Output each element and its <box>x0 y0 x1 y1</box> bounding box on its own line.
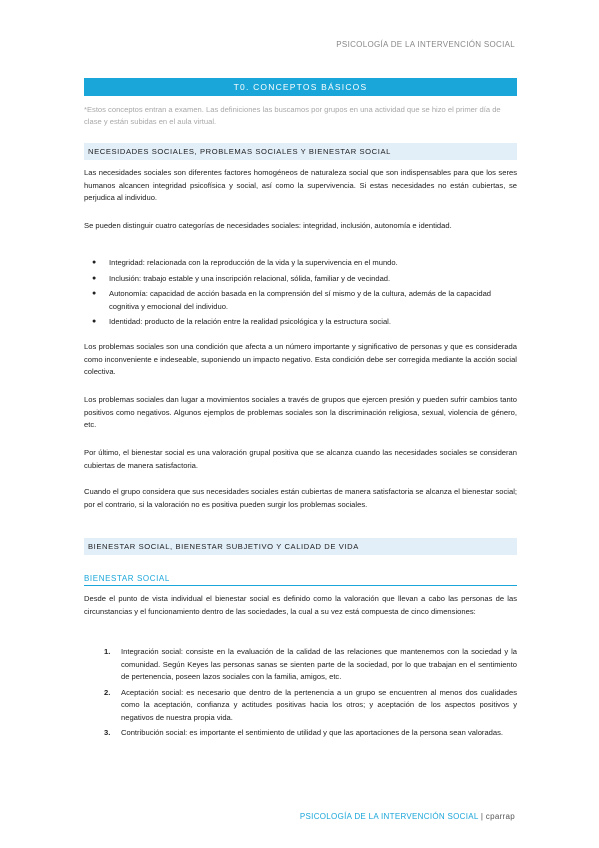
paragraph-movimientos-sociales: Los problemas sociales dan lugar a movimientos sociales a través de grupos que ejercen presión y pueden sufrir cambios tanto positivos como negativos. Algunos ejemplos de problemas sociales son la discriminación religiosa, sexual, violencia de género, etc. <box>84 395 517 429</box>
paragraph-bienestar-social: Por último, el bienestar social es una valoración grupal positiva que se alcanza cuando las necesidades sociales se consideran cubiertas de manera satisfactoria. <box>84 448 517 470</box>
subheading-bienestar-social: BIENESTAR SOCIAL <box>84 574 517 586</box>
list-item: 3. Contribución social: es importante el sentimiento de utilidad y que las aportaciones de la persona sean valoradas. <box>104 728 504 737</box>
exam-note: *Estos conceptos entran a examen. Las definiciones las buscamos por grupos en una actividad que se hizo el primer día de clase y están subidas en el aula virtual. <box>84 105 501 126</box>
list-item: ● Identidad: producto de la relación entre la realidad psicológica y la estructura social. <box>84 316 517 329</box>
list-item: ● Inclusión: trabajo estable y una inscripción relacional, sólida, familiar y de vecindad. <box>84 273 517 286</box>
running-header: PSICOLOGÍA DE LA INTERVENCIÓN SOCIAL <box>336 40 515 49</box>
paragraph-categorias: Se pueden distinguir cuatro categorías de necesidades sociales: integridad, inclusión, autonomía e identidad. <box>84 221 452 230</box>
section-heading-necesidades: NECESIDADES SOCIALES, PROBLEMAS SOCIALES Y BIENESTAR SOCIAL <box>84 143 517 160</box>
bullet-icon: ● <box>92 259 97 266</box>
page-title: T0. CONCEPTOS BÁSICOS <box>84 78 517 96</box>
page-footer <box>300 812 515 821</box>
paragraph-necesidades-definicion: Las necesidades sociales son diferentes factores homogéneos de naturaleza social que son indispensables para que los seres humanos alcancen integridad psicofísica y social, así como la supervivencia. Si estas necesidades no están cubiertas, se perjudica al individuo. <box>84 168 517 202</box>
footer-author: cparrap <box>485 812 515 821</box>
list-item: ● Autonomía: capacidad de acción basada en la comprensión del sí mismo y de la cultura, además de la capacidad cognitiva y emocional del individuo. <box>92 289 492 311</box>
bullet-icon: ● <box>92 318 97 325</box>
section-heading-bienestar: BIENESTAR SOCIAL, BIENESTAR SUBJETIVO Y CALIDAD DE VIDA <box>84 538 517 555</box>
footer-course: PSICOLOGÍA DE LA INTERVENCIÓN SOCIAL <box>299 812 479 821</box>
paragraph-problemas-sociales: Los problemas sociales son una condición que afecta a un número importante y significativo de personas y que es considerada como inconveniente e indeseable, suponiendo un impacto negativo. Esta condición debe ser corregida mediante la acción social colectiva. <box>84 342 517 376</box>
bullet-icon: ● <box>92 290 97 297</box>
paragraph-grupo-necesidades: Cuando el grupo considera que sus necesidades sociales están cubiertas de manera satisfactoria se alcanza el bienestar social; por el contrario, si la valoración no es positiva pueden surgir los problemas sociales. <box>84 487 517 509</box>
list-item: 1. Integración social: consiste en la evaluación de la calidad de las relaciones que mantenemos con la sociedad y la comunidad. Según Keyes las personas sanas se sienten parte de la sociedad, por lo que trabajan en el sentimiento de pertenencia, poseen lazos sociales con la familia, amigos, etc. <box>104 647 517 681</box>
footer-separator: | <box>480 812 484 821</box>
list-item: ● Integridad: relacionada con la reproducción de la vida y la supervivencia en el mundo. <box>84 257 517 270</box>
paragraph-dimensiones: Desde el punto de vista individual el bienestar social es definido como la valoración que llevan a cabo las personas de las circunstancias y el funcionamiento dentro de las sociedades, la cual a su vez está compuesta de cinco dimensiones: <box>84 594 517 616</box>
categorias-list <box>84 257 517 332</box>
bullet-icon: ● <box>92 274 97 282</box>
dimensiones-list <box>84 646 517 743</box>
list-item: 2. Aceptación social: es necesario que dentro de la pertenencia a un grupo se encuentren al menos dos cualidades como la aceptación, confianza y actitudes positivas hacia los otros; y aceptación de los aspectos positivos y negativos de nuestra propia vida. <box>104 687 517 722</box>
